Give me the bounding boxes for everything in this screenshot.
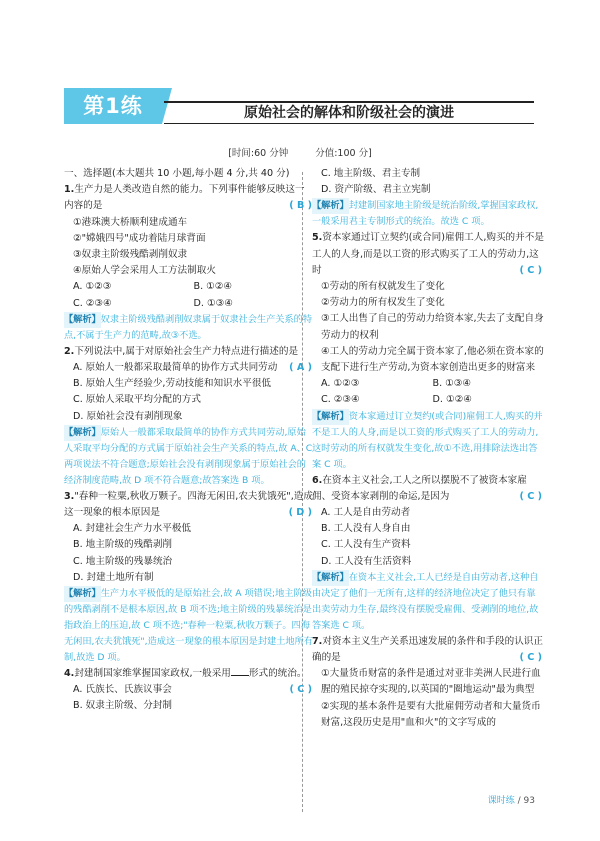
explanation <box>64 586 314 666</box>
option: C. ②③④ <box>321 394 360 406</box>
question-3 <box>64 489 314 666</box>
option: D. ①②④ <box>432 394 472 406</box>
question-text: 资本家通过订立契约(或合同)雇佣工人,购买的并不是工人的人身,而是以工资的形式购买了工人的劳动力,这时 <box>312 232 544 276</box>
question-5 <box>312 230 544 472</box>
option: D. 工人没有生活资料 <box>321 555 412 567</box>
question-4 <box>64 666 314 715</box>
answer-key: ( C ) <box>519 652 542 664</box>
option: B. ①③④ <box>432 378 471 390</box>
explanation-tag: 【解析】 <box>64 586 101 602</box>
options-row <box>64 296 314 312</box>
header-rule-bottom <box>164 123 534 124</box>
option: A. 氏族长、氏族议事会 <box>73 684 172 696</box>
explanation-text: 奴隶主阶级残酷剥削奴隶属于奴隶社会生产关系的特点,不属于生产力的范畴,故③不选。 <box>64 313 313 341</box>
option: C. 原始人采取平均分配的方式 <box>73 394 201 406</box>
explanation-tag: 【解析】 <box>312 409 349 425</box>
page-number: / 93 <box>517 796 535 806</box>
explanation-tag: 【解析】 <box>64 425 101 441</box>
explanation <box>64 312 314 344</box>
question-stem <box>64 489 314 521</box>
option: D. ①③④ <box>193 297 233 309</box>
answer-key: ( B ) <box>289 200 312 212</box>
answer-key: ( C ) <box>289 684 312 696</box>
question-number: 1. <box>64 184 75 196</box>
statement: ②"嫦娥四号"成功着陆月球背面 <box>73 232 206 244</box>
question-text: "春种一粒粟,秋收万颗子。四海无闲田,农夫犹饿死",造成这一现象的根本原因是 <box>64 490 313 519</box>
option: D. 封建土地所有制 <box>73 571 154 583</box>
option: A. ①②③ <box>73 281 112 293</box>
question-text: 下列说法中,属于对原始社会生产力特点进行描述的是 <box>74 345 299 357</box>
option: A. ①②③ <box>321 378 360 390</box>
total-score: 分值:100 分] <box>315 148 372 159</box>
options-row <box>64 279 314 295</box>
question-number: 5. <box>312 232 323 244</box>
explanation-text: 资本家通过订立契约(或合同)雇佣工人,购买的并不是工人的人身,而是以工资的形式购买了工人的劳动力,这时劳动的所有权就发生变化,故①不选,用排除法选出答案 C 项。 <box>312 410 543 470</box>
section-heading: 一、选择题(本大题共 10 小题,每小题 4 分,共 40 分) <box>64 168 290 179</box>
explanation <box>312 570 544 634</box>
statement: ④原始人学会采用人工方法制取火 <box>73 265 216 277</box>
footer-label: 课时练 <box>487 796 515 806</box>
answer-key: ( A ) <box>289 362 312 374</box>
statement: ①大量货币财富的条件是通过对亚非美洲人民进行血腥的殖民掠夺实现的,以英国的"圈地运动"最为典型 <box>321 668 541 696</box>
question-text: 对资本主义生产关系迅速发展的条件和手段的认识正确的是 <box>312 635 543 664</box>
question-number: 7. <box>312 635 323 647</box>
option: A. 封建社会生产力水平极低 <box>73 523 192 535</box>
explanation-tag: 【解析】 <box>312 570 349 586</box>
statement: ③工人出售了自己的劳动力给资本家,失去了支配自身劳动力的权利 <box>321 313 544 341</box>
chapter-title: 原始社会的解体和阶级社会的演进 <box>244 105 454 121</box>
option: D. 原始社会没有剥削现象 <box>73 410 183 422</box>
options-row <box>312 392 544 408</box>
option: B. 奴隶主阶级、分封制 <box>73 700 173 712</box>
exam-meta <box>0 145 600 159</box>
question-number: 3. <box>64 490 75 502</box>
explanation-text: 生产力水平极低的是原始社会,故 A 项错误;地主阶级的残酷剥削不是根本原因,故 B 项不选;地主阶级的残暴统治是指政治上的压迫,故 C 项不选;"春种一粒粟,秋收万颗子。四海无闲田,农夫犹饿死",造成这一现象的根本原因是封建土地所有制,故选 D 项。 <box>64 588 313 664</box>
question-4-continued <box>312 166 544 230</box>
fill-blank <box>231 666 249 676</box>
statement: ④工人的劳动力完全属于资本家了,他必须在资本家的支配下进行生产劳动,为资本家创造出更多的财富来 <box>321 345 544 374</box>
time-limit: [时间:60 分钟 <box>228 148 289 159</box>
option: D. 资产阶级、君主立宪制 <box>321 184 431 196</box>
statement: ②实现的基本条件是要有大批雇佣劳动者和大量货币财富,这段历史是用"血和火"的文字写成的 <box>321 700 541 728</box>
question-text: 生产力是人类改造自然的能力。下列事件能够反映这一内容的是 <box>64 184 305 212</box>
question-text: 封建制国家维掌握国家政权,一般采用 <box>74 668 231 680</box>
right-column <box>312 166 544 731</box>
option: B. 工人没有人身自由 <box>321 523 411 535</box>
question-stem <box>64 182 314 214</box>
question-7 <box>312 634 544 731</box>
explanation <box>312 198 544 230</box>
answer-key: ( C ) <box>519 490 542 502</box>
option: B. 地主阶级的残酷剥削 <box>73 539 173 551</box>
page-footer <box>488 793 535 806</box>
answer-key: ( D ) <box>288 507 312 519</box>
left-column <box>64 166 314 715</box>
question-text: 在资本主义社会,工人之所以摆脱不了被资本家雇佣、受资本家剥削的命运,是因为 <box>312 474 527 502</box>
statement: ①劳动的所有权就发生了变化 <box>321 281 445 293</box>
question-number: 6. <box>312 474 323 486</box>
explanation <box>312 409 544 473</box>
option: A. 工人是自由劳动者 <box>321 507 411 519</box>
question-stem <box>312 473 544 505</box>
option: C. 地主阶级的残暴统治 <box>73 555 173 567</box>
question-1 <box>64 182 314 344</box>
explanation-text: 封建制国家地主阶级是统治阶级,掌握国家政权,一般采用君主专制形式的统治。故选 C 项。 <box>312 200 539 228</box>
option: C. 工人没有生产资料 <box>321 539 411 551</box>
explanation-tag: 【解析】 <box>64 312 101 328</box>
question-number: 4. <box>64 668 75 680</box>
option: C. 地主阶级、君主专制 <box>321 168 421 179</box>
question-number: 2. <box>64 345 75 357</box>
question-6 <box>312 473 544 634</box>
question-2 <box>64 344 314 489</box>
explanation-text: 在资本主义社会,工人已经是自由劳动者,这种自由决定了他们一无所有,这样的经济地位决定了他只有靠出卖劳动力生存,最终没有摆脱受雇佣、受剥削的地位,故答案选 C 项。 <box>312 571 539 631</box>
question-stem <box>312 634 544 666</box>
statement: ③奴隶主阶级残酷剥削奴隶 <box>73 249 188 261</box>
lesson-badge: 第1练 <box>64 88 162 124</box>
option: B. 原始人生产经验少,劳动技能和知识水平很低 <box>73 378 272 390</box>
options-row <box>312 376 544 392</box>
answer-key: ( C ) <box>519 264 542 276</box>
option: C. ②③④ <box>73 297 112 309</box>
explanation-tag: 【解析】 <box>312 198 349 214</box>
question-stem <box>312 230 544 279</box>
statement: ②劳动力的所有权发生了变化 <box>321 297 445 309</box>
statement: ①港珠澳大桥顺利建成通车 <box>73 216 188 228</box>
explanation <box>64 425 314 489</box>
question-text: 形式的统治。 <box>248 668 307 680</box>
option: B. ①②④ <box>193 281 232 293</box>
explanation-text: 原始人一般都采取最简单的协作方式共同劳动,原始人采取平均分配的方式属于原始社会生产关系的特点,故 A、C 两项说法不符合题意;原始社会没有剥削现象属于原始社会的经济制度范畴,故 D 项不符合题意;故答案选 B 项。 <box>64 426 313 486</box>
option: A. 原始人一般都采取最简单的协作方式共同劳动 <box>73 362 278 374</box>
